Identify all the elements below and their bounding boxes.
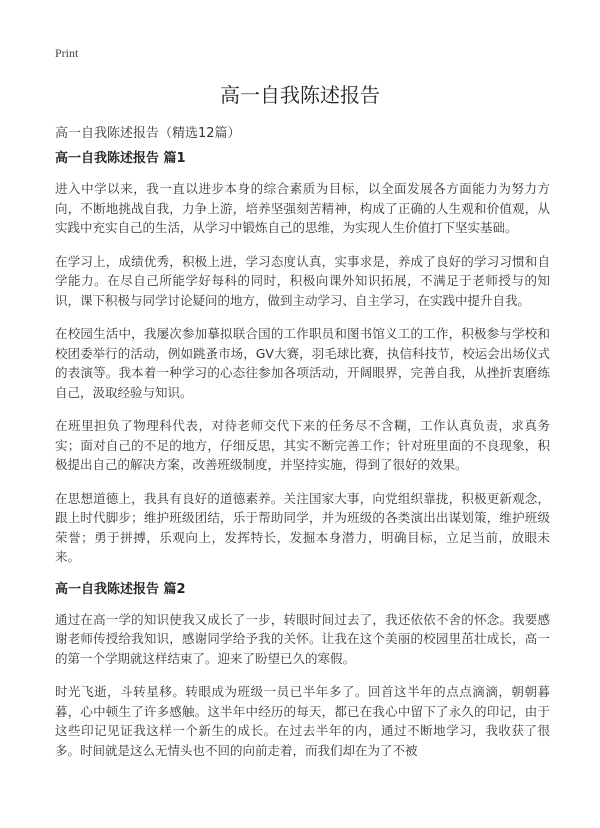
paragraph: 进入中学以来，我一直以进步本身的综合素质为目标，以全面发展各方面能力为努力方向，不断地挑战自我，力争上游，培养坚强刻苦精神，构成了正确的人生观和价值观，从实践中充实自己的生活，从学习中锻炼自己的思维，为实现人生价值打下坚实基础。: [55, 181, 550, 235]
section-1: [55, 150, 550, 567]
section-heading: 高一自我陈述报告 篇1: [55, 151, 186, 166]
document-subtitle: 高一自我陈述报告（精选12篇）: [55, 126, 241, 141]
paragraph: 在班里担负了物理科代表，对待老师交代下来的任务尽不含糊，工作认真负责，求真务实；面对自己的不足的地方，仔细反思，其实不断完善工作；针对班里面的不良现象，积极提出自己的解决方案，改善班级制度，并坚持实施，得到了很好的效果。: [55, 418, 550, 472]
section-heading: 高一自我陈述报告 篇2: [55, 581, 186, 597]
page-title: 高一自我陈述报告: [220, 83, 380, 107]
paragraph: 在学习上，成绩优秀，积极上进，学习态度认真，实事求是，养成了良好的学习习惯和自学能力。在尽自己所能学好每科的同时，积极向课外知识拓展，不满足于老师授与的知识，课下积极与同学讨论疑问的地方，做到主动学习、自主学习，在实践中提升自我。: [55, 253, 550, 308]
paragraph: 在校园生活中，我屡次参加摹拟联合国的工作职员和图书馆义工的工作，积极参与学校和校团委举行的活动，例如跳蚤市场，GV大赛，羽毛球比赛，执信科技节，校运会出场仪式的表演等。我本着一种学习的心态往参加各项活动，开阔眼界，完善自我，从挫折衷磨练自己，汲取经验与知识。: [55, 326, 550, 400]
paragraph: 通过在高一学的知识使我又成长了一步，转眼时间过去了，我还依依不舍的怀念。我要感谢老师传授给我知识，感谢同学给予我的关怀。让我在这个美丽的校园里茁壮成长，高一的第一个学期就这样结束了。迎来了盼望已久的寒假。: [55, 611, 550, 666]
section-2: [55, 581, 550, 761]
paragraph: 时光飞逝，斗转星移。转眼成为班级一员已半年多了。回首这半年的点点滴滴，朝朝暮暮，心中顿生了许多感触。这半年中经历的每天，都已在我心中留下了永久的印记，由于这些印记见证我这样一个新生的成长。在过去半年的内，通过不断地学习，我收获了很多。时间就是这么无情头也不回的向前走着，而我们却在为了不被: [55, 684, 550, 758]
print-link[interactable]: Print: [55, 46, 79, 60]
paragraph: 在思想道德上，我具有良好的道德素养。关注国家大事，向党组织靠拢，积极更新观念，跟上时代脚步；维护班级团结，乐于帮助同学，并为班级的各类演出出谋划策，维护班级荣誉；勇于拼搏，乐观向上，发挥特长，发掘本身潜力，明确目标，立足当前，放眼未来。: [55, 490, 550, 564]
document-body: [55, 150, 550, 774]
